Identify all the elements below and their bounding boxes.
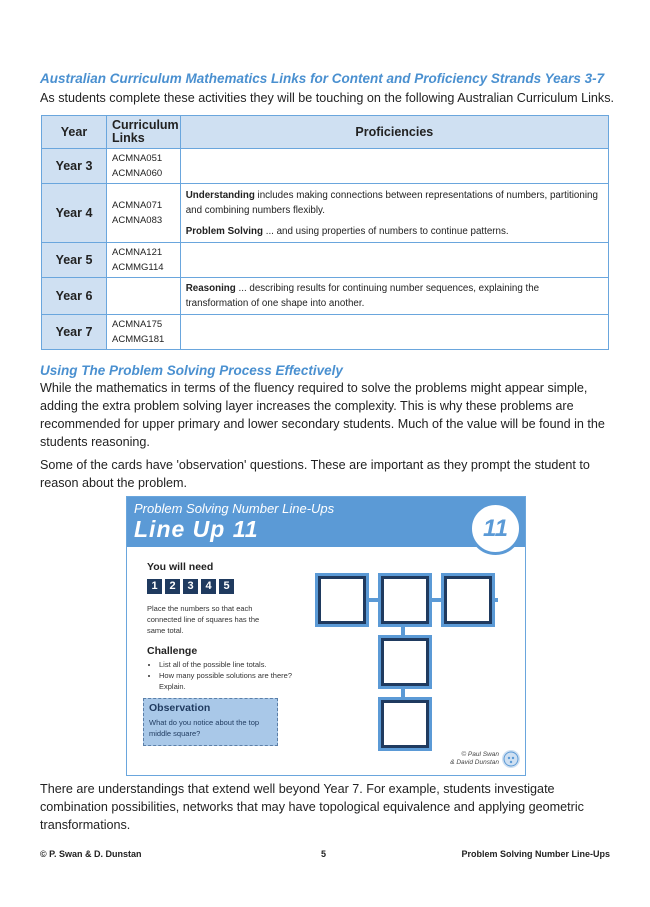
puzzle-square — [444, 576, 492, 624]
proficiency-cell — [180, 243, 608, 278]
curriculum-code: ACMNA071 — [112, 200, 163, 211]
copyright-line: & David Dunstan — [450, 759, 499, 766]
section-heading-process: Using The Problem Solving Process Effectively — [40, 363, 343, 378]
copyright-line: © Paul Swan — [461, 751, 499, 758]
header-year: Year — [42, 116, 107, 149]
curriculum-code: ACMMG114 — [112, 262, 164, 273]
header-links: Curriculum Links — [107, 116, 181, 149]
observation-text: What do you notice about the top middle square? — [149, 718, 260, 738]
curriculum-code: ACMNA060 — [112, 168, 163, 179]
year-cell: Year 7 — [42, 315, 107, 350]
proficiency-cell — [180, 184, 608, 243]
curriculum-table — [41, 115, 609, 350]
puzzle-square — [318, 576, 366, 624]
paragraph-extensions: There are understandings that extend well beyond Year 7. For example, students investigate combination possibilities, networks that may have topological equivalence and applying geometric transformations. — [40, 782, 584, 832]
puzzle-square — [381, 700, 429, 748]
challenge-item: • List all of the possible line totals. — [159, 659, 294, 670]
curriculum-code: ACMMG181 — [112, 334, 165, 345]
number-tile: 5 — [219, 579, 234, 594]
proficiency-term: Reasoning — [185, 283, 236, 294]
year-cell: Year 4 — [42, 184, 107, 243]
links-cell — [107, 243, 181, 278]
links-cell — [107, 278, 181, 315]
year-cell: Year 6 — [42, 278, 107, 315]
curriculum-code: ACMNA175 — [112, 319, 163, 330]
card-header — [127, 497, 525, 547]
card-instructions: Place the numbers so that each connected line of squares has the same total. — [147, 604, 260, 635]
table-row — [42, 149, 609, 184]
card-copyright — [450, 751, 499, 767]
year-cell: Year 3 — [42, 149, 107, 184]
paragraph-observation: Some of the cards have 'observation' questions. These are important as they prompt the student to reason about the problem. — [40, 458, 590, 490]
links-cell — [107, 184, 181, 243]
challenge-item: • How many possible solutions are there? Explain. — [159, 670, 294, 692]
curriculum-code: ACMNA083 — [112, 215, 163, 226]
intro-text: As students complete these activities they will be touching on the following Australian Curriculum Links. — [40, 91, 615, 105]
proficiency-text: includes making connections between representations of numbers, partitioning and combining numbers flexibly. — [185, 189, 598, 216]
footer-copyright: © P. Swan & D. Dunstan — [40, 849, 142, 859]
number-tile: 3 — [183, 579, 198, 594]
card-title: Line Up 11 — [134, 516, 259, 542]
proficiency-term: Problem Solving — [185, 225, 263, 237]
challenge-list — [147, 659, 294, 692]
proficiency-cell — [180, 315, 608, 350]
footer-title: Problem Solving Number Line-Ups — [461, 849, 610, 859]
logo-icon — [502, 750, 520, 768]
paragraph-fluency: While the mathematics in terms of the fluency required to solve the problems might appear simple, adding the extra problem solving layer increases the complexity. This is why these problems are recommended for upper primary and lower secondary students. Much of the value will be found in the students reasoning. — [40, 381, 605, 449]
table-row — [42, 278, 609, 315]
number-tile: 1 — [147, 579, 162, 594]
links-cell — [107, 315, 181, 350]
card-subtitle: Problem Solving Number Line-Ups — [134, 501, 335, 516]
proficiency-entry — [186, 188, 603, 218]
table-row — [42, 243, 609, 278]
number-tile: 2 — [165, 579, 180, 594]
proficiency-text: ... and using properties of numbers to continue patterns. — [263, 225, 509, 237]
puzzle-square — [381, 576, 429, 624]
number-tiles — [147, 579, 234, 594]
proficiency-cell — [180, 278, 608, 315]
section-heading-curriculum: Australian Curriculum Mathematics Links for Content and Proficiency Strands Years 3-7 — [40, 71, 605, 86]
table-row — [42, 184, 609, 243]
proficiency-term: Understanding — [185, 189, 255, 201]
header-proficiencies: Proficiencies — [180, 116, 608, 149]
puzzle-square — [381, 638, 429, 686]
challenge-label: Challenge — [147, 645, 198, 657]
example-card — [126, 496, 526, 776]
card-number-badge: 11 — [469, 502, 522, 555]
year-cell: Year 5 — [42, 243, 107, 278]
links-cell — [107, 149, 181, 184]
observation-box — [143, 698, 278, 746]
number-tile: 4 — [201, 579, 216, 594]
page-number: 5 — [321, 849, 327, 859]
proficiency-entry — [186, 224, 603, 239]
proficiency-text: ... describing results for continuing number sequences, explaining the transformation of one shape into another. — [185, 283, 540, 309]
curriculum-code: ACMNA051 — [112, 153, 163, 164]
proficiency-cell — [180, 149, 608, 184]
table-row — [42, 315, 609, 350]
proficiency-entry — [186, 281, 603, 311]
observation-label: Observation — [149, 702, 211, 714]
curriculum-code: ACMNA121 — [112, 247, 163, 258]
need-label: You will need — [147, 561, 214, 573]
